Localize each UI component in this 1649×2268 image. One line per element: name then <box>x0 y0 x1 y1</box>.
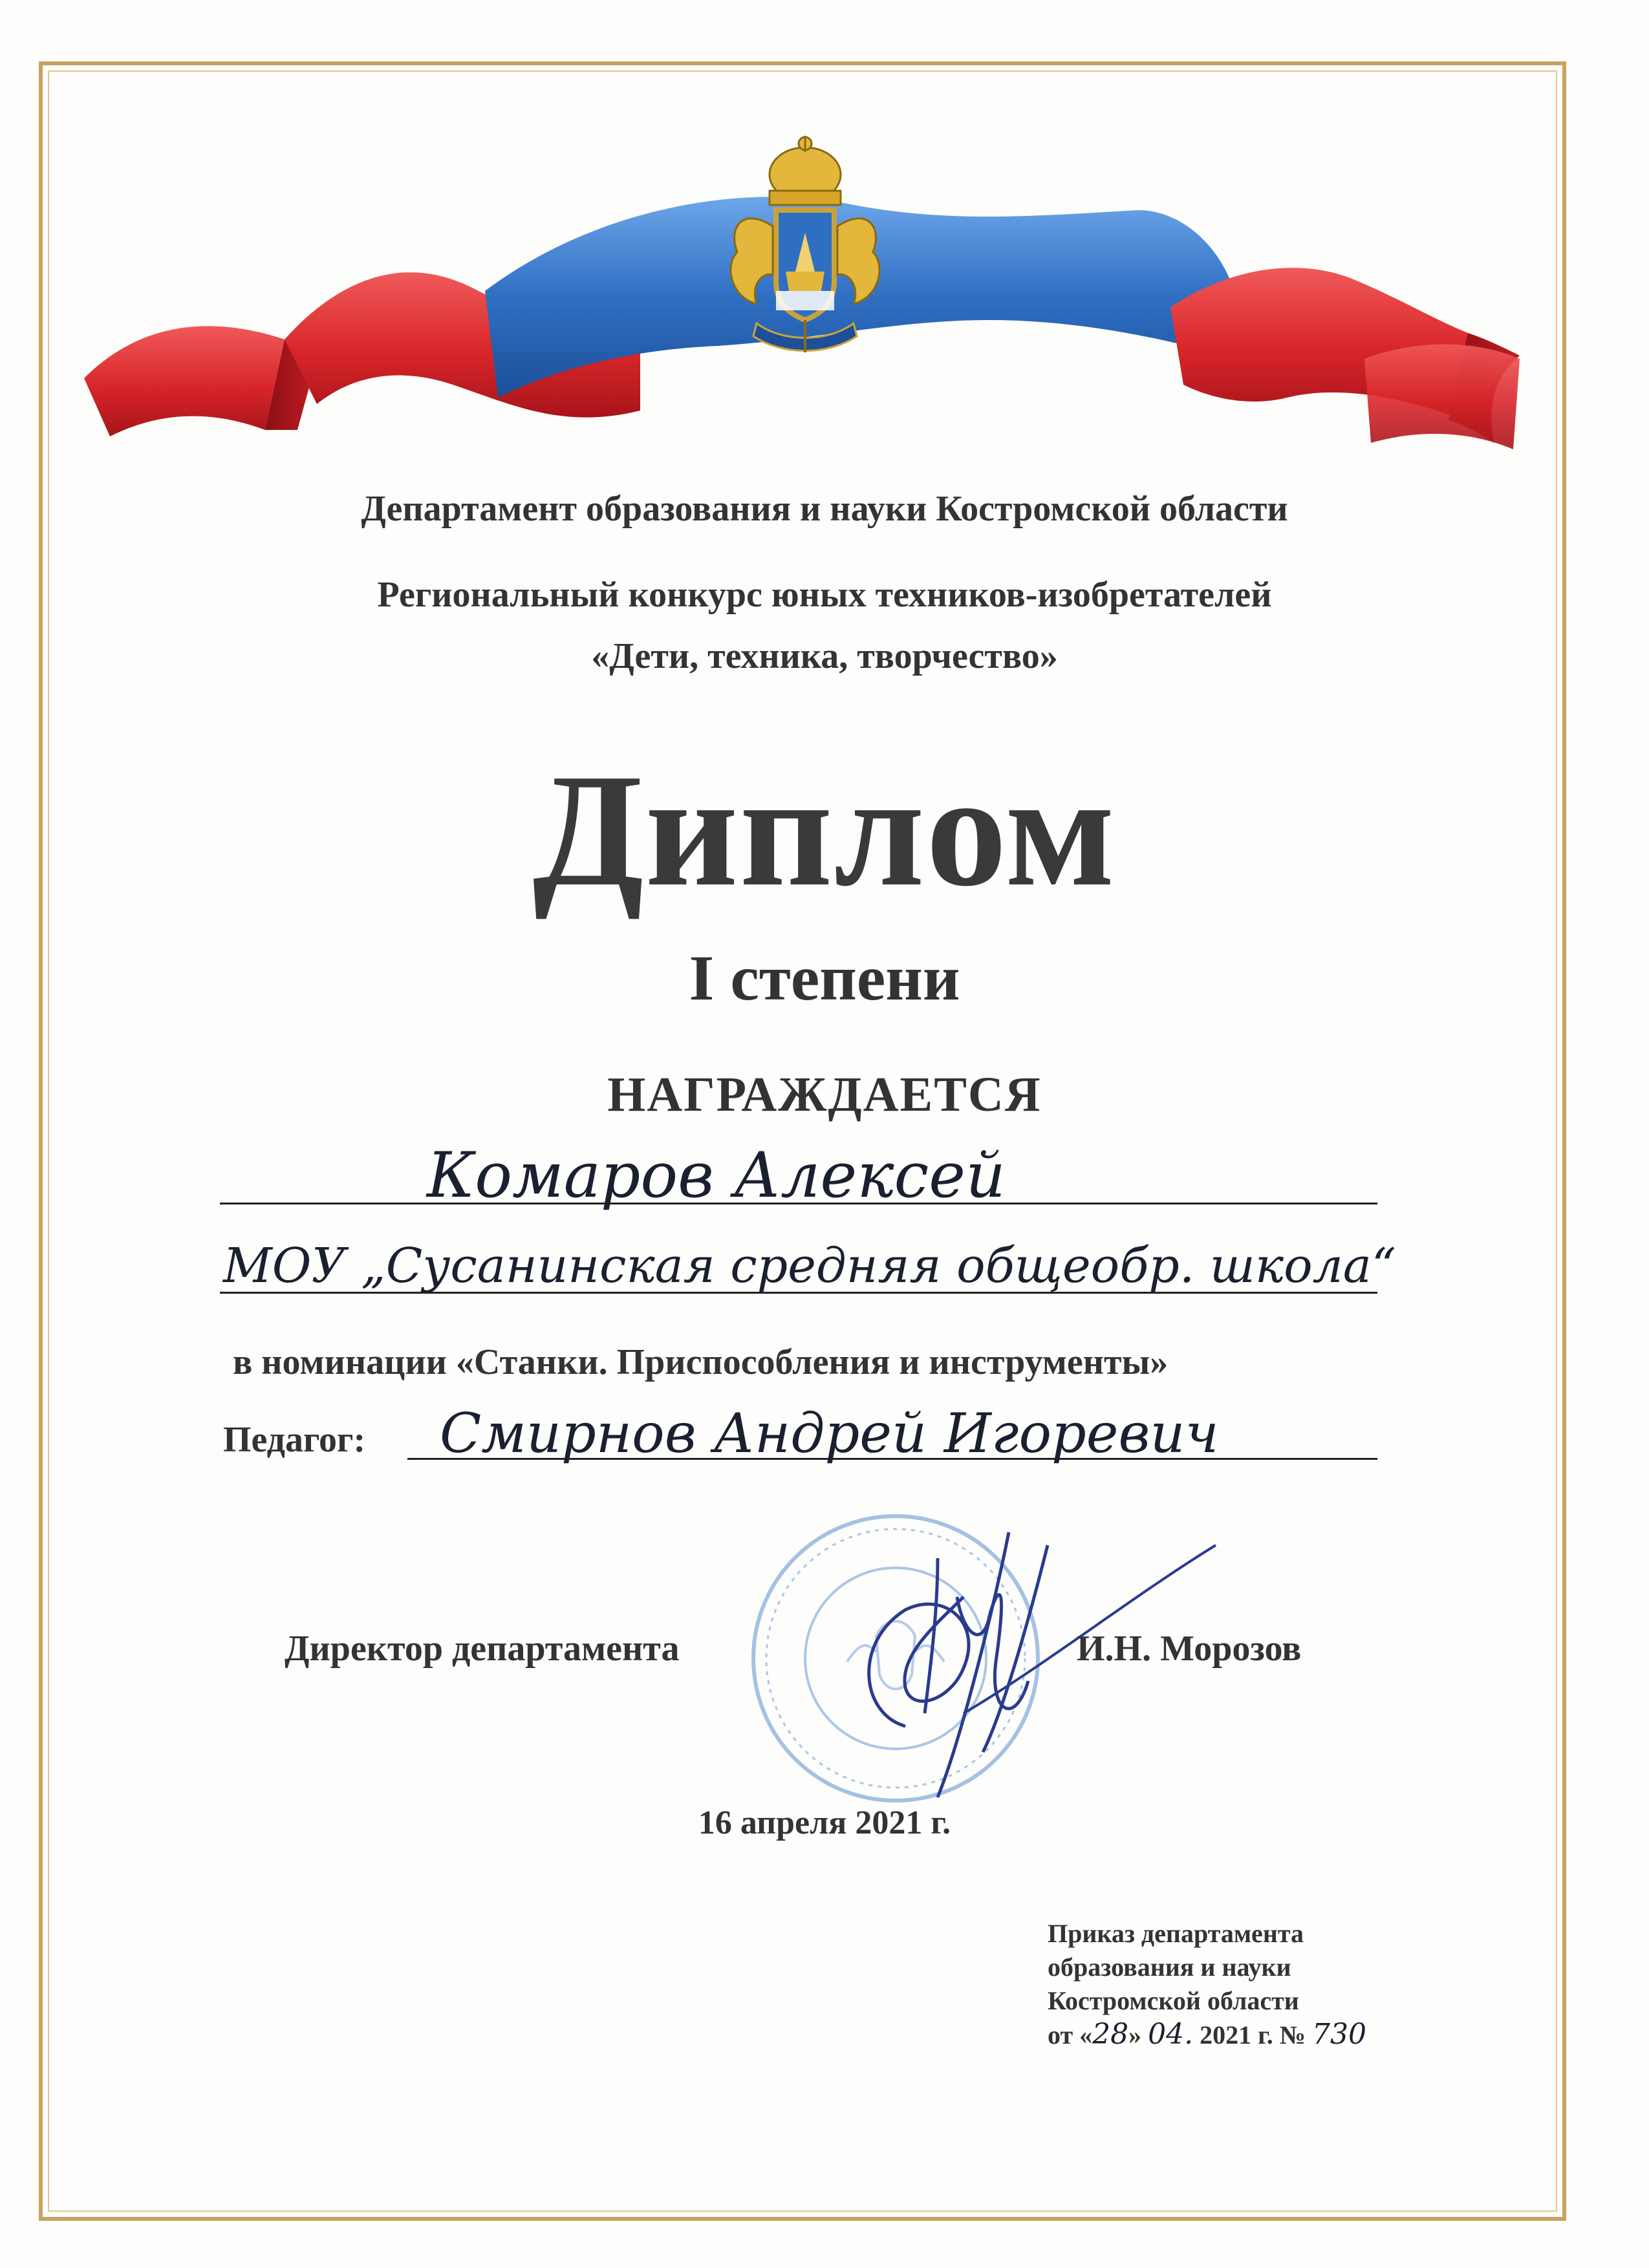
order-date-mid: » <box>1128 2020 1148 2049</box>
order-line-2: образования и науки <box>1048 1952 1291 1982</box>
diploma-title: Диплом <box>532 741 1117 920</box>
order-year: 2021 г. № <box>1193 2020 1312 2049</box>
diploma-degree: I степени <box>689 942 960 1014</box>
teacher-name: Смирнов Андрей Игоревич <box>440 1402 1219 1465</box>
order-line-3: Костромской области <box>1048 1986 1299 2015</box>
order-date-prefix: от « <box>1048 2020 1093 2049</box>
order-month: 04. <box>1148 2018 1194 2051</box>
order-reference <box>1048 1917 1366 2052</box>
order-line-4 <box>1048 2018 1366 2052</box>
director-title: Директор департамента <box>285 1629 680 1669</box>
director-name: И.Н. Морозов <box>1077 1629 1302 1669</box>
nomination-text: в номинации «Станки. Приспособления и инструменты» <box>233 1342 1169 1382</box>
contest-subtitle: «Дети, техника, творчество» <box>591 636 1058 676</box>
order-day: 28 <box>1092 2018 1129 2051</box>
school-name: МОУ „Сусанинская средняя общеобр. школа“ <box>223 1238 1396 1294</box>
teacher-label: Педагог: <box>223 1420 366 1460</box>
coat-of-arms-icon <box>666 129 944 362</box>
order-line-1: Приказ департамента <box>1048 1919 1304 1948</box>
issue-date: 16 апреля 2021 г. <box>698 1804 951 1841</box>
awarded-label: НАГРАЖДАЕТСЯ <box>607 1067 1042 1122</box>
recipient-name: Комаров Алексей <box>427 1139 1006 1212</box>
department-name: Департамент образования и науки Костромской области <box>361 489 1288 529</box>
contest-title: Региональный конкурс юных техников-изобретателей <box>377 575 1272 615</box>
order-number: 730 <box>1311 2018 1366 2051</box>
